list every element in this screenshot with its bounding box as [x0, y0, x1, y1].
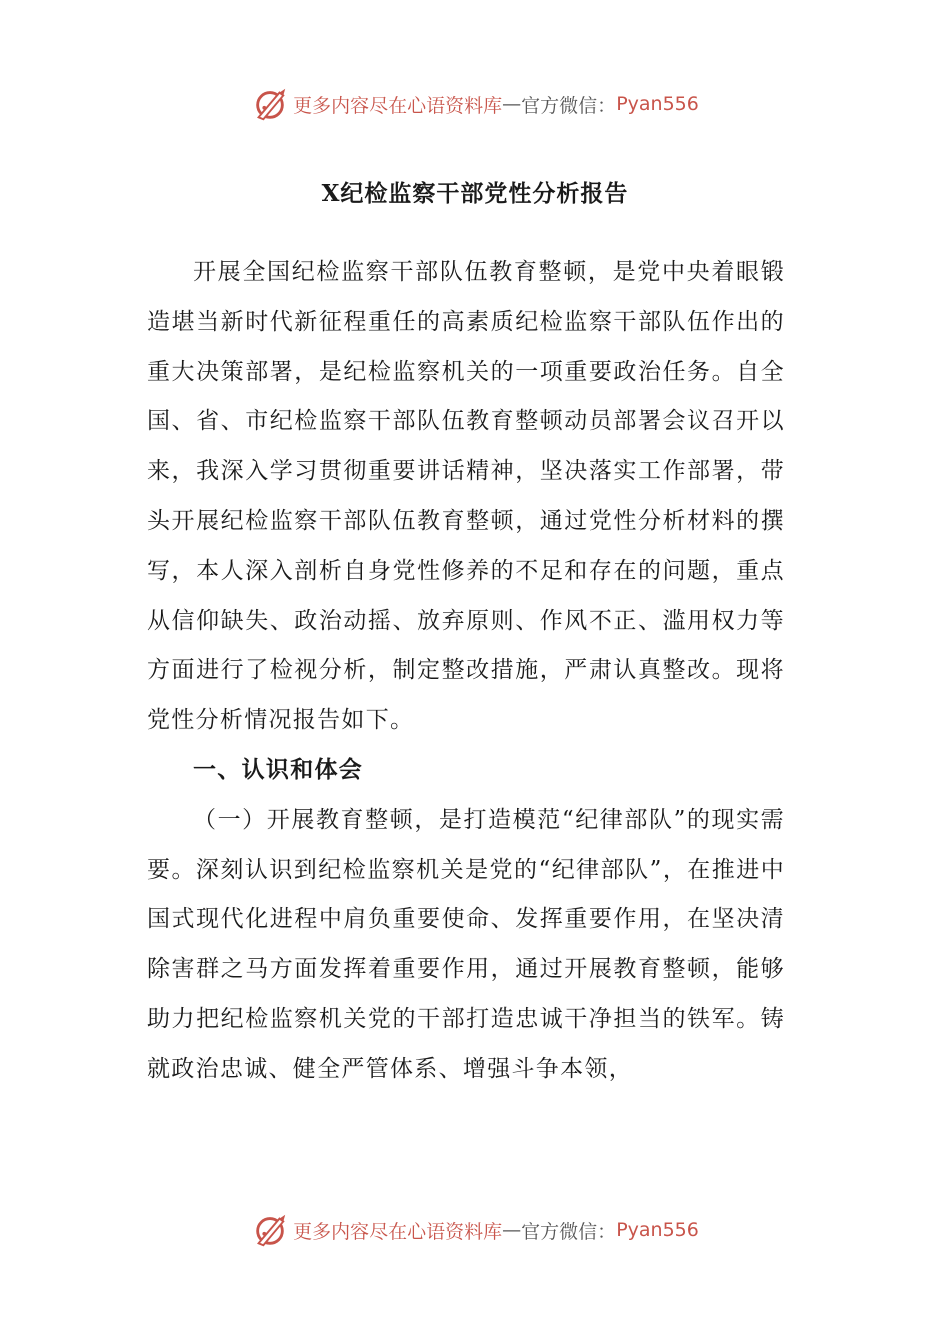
watermark-header [0, 82, 950, 126]
paragraph-intro: 开展全国纪检监察干部队伍教育整顿，是党中央着眼锻造堪当新时代新征程重任的高素质纪检监察干部队伍作出的重大决策部署，是纪检监察机关的一项重要政治任务。自全国、省、市纪检监察干部队伍教育整顿动员部署会议召开以来，我深入学习贯彻重要讲话精神，坚决落实工作部署，带头开展纪检监察干部队伍教育整顿，通过党性分析材料的撰写，本人深入剖析自身党性修养的不足和存在的问题，重点从信仰缺失、政治动摇、放弃原则、作风不正、滥用权力等方面进行了检视分析，制定整改措施，严肃认真整改。现将党性分析情况报告如下。 [147, 259, 785, 734]
watermark-middle: 官方微信： [521, 94, 617, 117]
watermark-separator: — [502, 1219, 522, 1241]
watermark-footer [0, 1208, 950, 1252]
watermark-prefix: 更多内容尽在心语资料库 [293, 1220, 503, 1243]
watermark-separator: — [502, 93, 522, 115]
watermark-middle: 官方微信： [521, 1220, 617, 1243]
pen-circle-logo-icon [251, 85, 289, 123]
section-heading: 一、认识和体会 [193, 756, 364, 783]
watermark-prefix: 更多内容尽在心语资料库 [293, 94, 503, 117]
pen-circle-logo-icon [251, 1211, 289, 1249]
paragraph-section-1: （一）开展教育整顿，是打造模范“纪律部队”的现实需要。深刻认识到纪检监察机关是党的“纪律部队”，在推进中国式现代化进程中肩负重要使命、发挥重要作用，在坚决清除害群之马方面发挥着重要作用，通过开展教育整顿，能够助力把纪检监察机关党的干部打造忠诚干净担当的铁军。铸就政治忠诚、健全严管体系、增强斗争本领， [147, 806, 785, 1082]
document-body [147, 248, 785, 1095]
watermark-account: Pyan556 [616, 1219, 699, 1241]
watermark-account: Pyan556 [616, 93, 699, 115]
document-title: X纪检监察干部党性分析报告 [321, 180, 629, 207]
